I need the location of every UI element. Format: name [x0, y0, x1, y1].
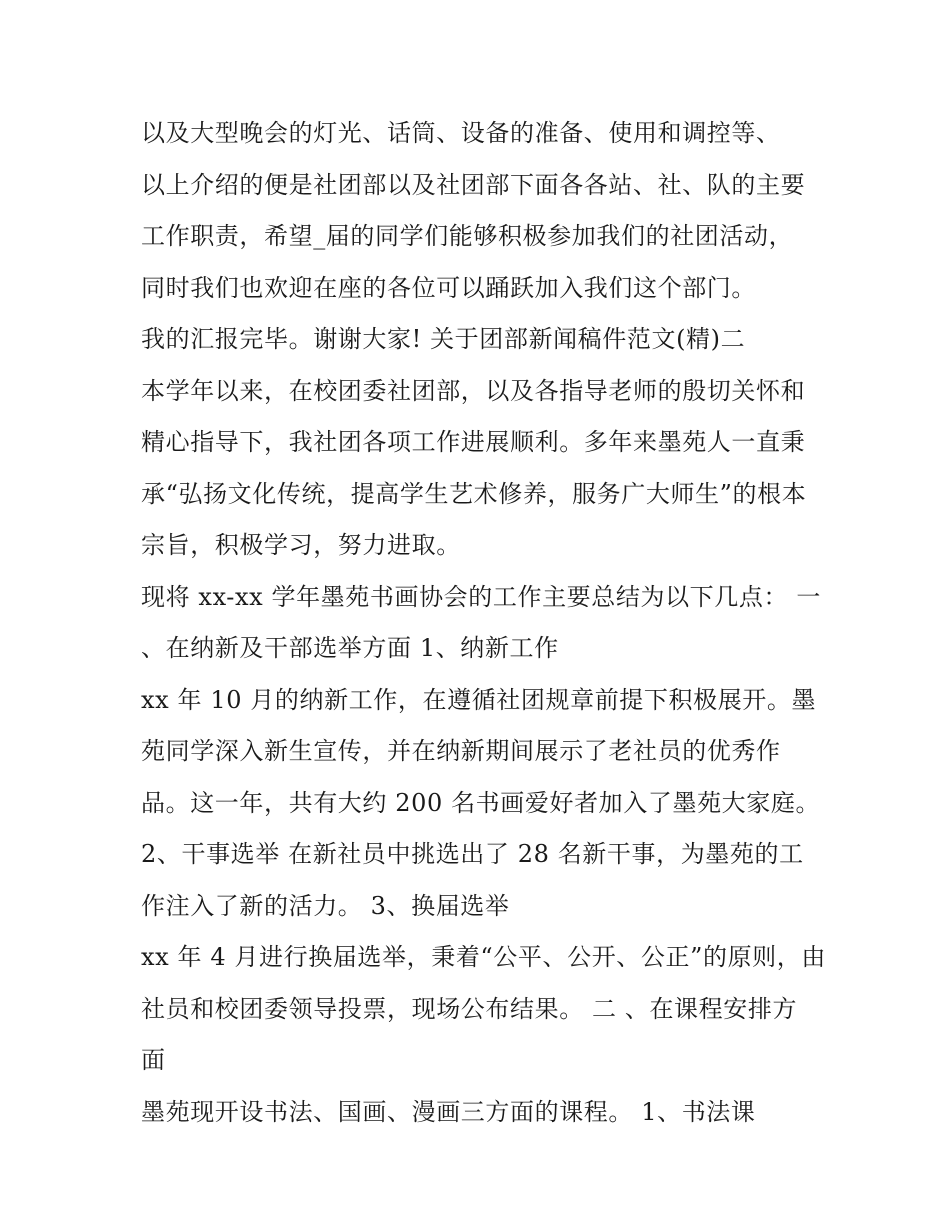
text-line: 、在纳新及干部选举方面 1、纳新工作	[141, 634, 559, 662]
text-line: 精心指导下，我社团各项工作进展顺利。多年来墨苑人一直秉	[141, 428, 806, 456]
text-line: 以及大型晚会的灯光、话筒、设备的准备、使用和调控等、	[141, 119, 781, 147]
text-line: 现将 xx-xx 学年墨苑书画协会的工作主要总结为以下几点： 一	[141, 582, 821, 611]
text-line: 承“弘扬文化传统，提高学生艺术修养，服务广大师生”的根本	[141, 479, 807, 508]
text-line: 面	[141, 1046, 166, 1074]
text-line: xx 年 4 月进行换届选举，秉着“公平、公开、公正”的原则，由	[141, 943, 826, 971]
text-line: 同时我们也欢迎在座的各位可以踊跃加入我们这个部门。	[141, 273, 756, 302]
text-line: 墨苑现开设书法、国画、漫画三方面的课程。 1、书法课	[141, 1097, 756, 1126]
text-line: 2、干事选举 在新社员中挑选出了 28 名新干事，为墨苑的工	[141, 840, 804, 868]
text-line: 我的汇报完毕。谢谢大家! 关于团部新闻稿件范文(精)二	[141, 325, 746, 353]
text-line: 工作职责，希望_届的同学们能够积极参加我们的社团活动，	[141, 222, 794, 250]
text-line: 品。这一年，共有大约 200 名书画爱好者加入了墨苑大家庭。	[141, 788, 821, 817]
text-line: 宗旨，积极学习，努力进取。	[141, 531, 461, 559]
text-line: 作注入了新的活力。 3、换届选举	[141, 891, 510, 920]
text-line: 以上介绍的便是社团部以及社团部下面各各站、社、队的主要	[141, 170, 806, 199]
document-body	[141, 108, 826, 1138]
text-line: xx 年 10 月的纳新工作，在遵循社团规章前提下积极展开。墨	[141, 685, 817, 714]
text-line: 苑同学深入新生宣传，并在纳新期间展示了老社员的优秀作	[141, 737, 781, 765]
text-line: 社员和校团委领导投票，现场公布结果。 二 、在课程安排方	[141, 994, 798, 1023]
text-line: 本学年以来，在校团委社团部，以及各指导老师的殷切关怀和	[141, 376, 806, 405]
